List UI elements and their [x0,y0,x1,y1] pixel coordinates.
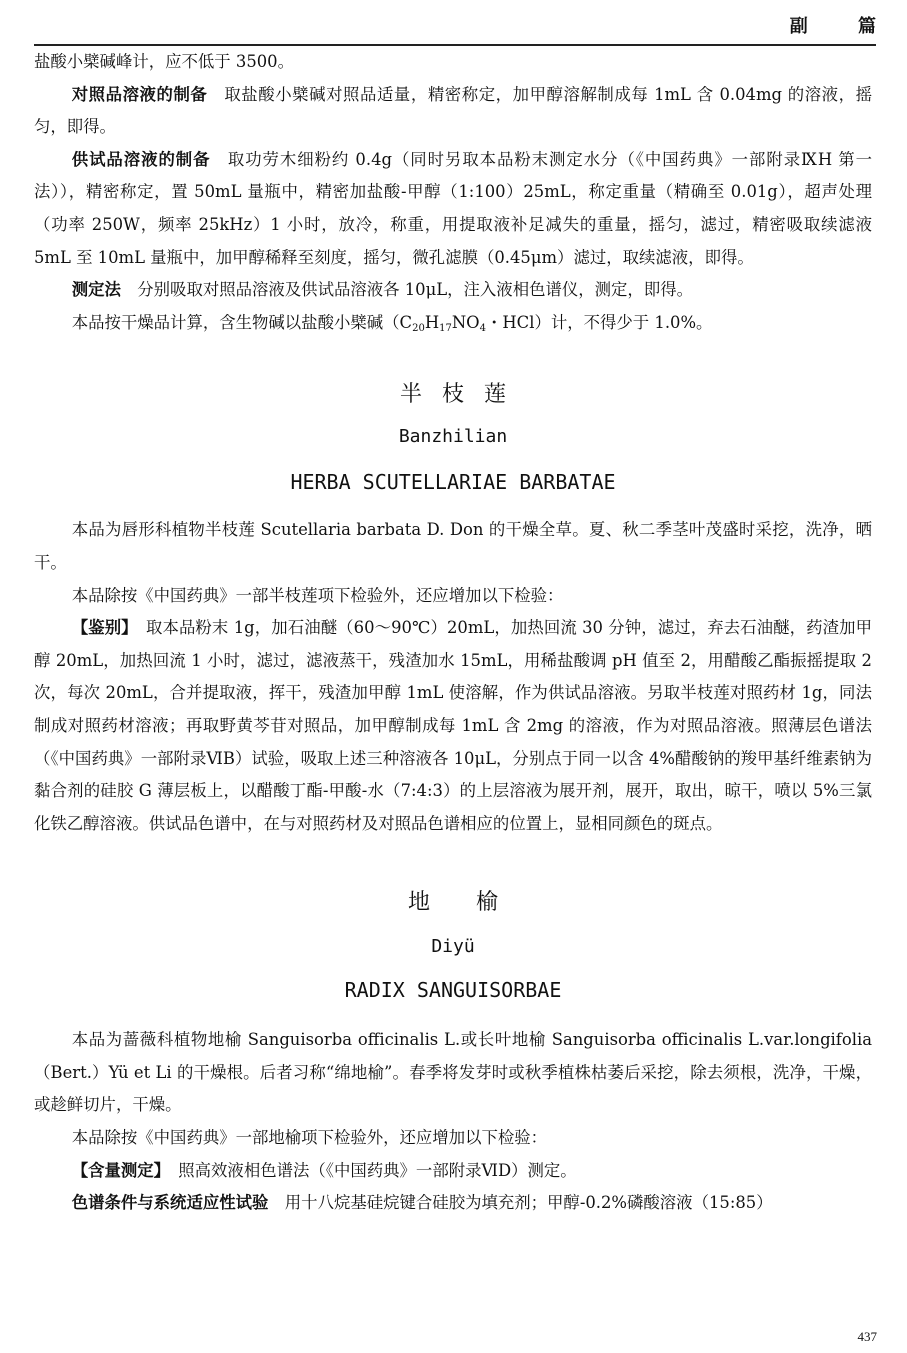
paragraph-heading: 对照品溶液的制备 [71,84,208,104]
text: 照高效液相色谱法（《中国药典》一部附录ⅥD）测定。 [161,1160,577,1180]
text: ・HCl）计，不得少于 1.0%。 [486,312,713,332]
paragraph [34,307,872,346]
text: NO [451,312,480,332]
paragraph [34,144,872,274]
monograph-title-pinyin: Banzhilian [398,426,508,448]
monograph-title-latin: RADIX SANGUISORBAE [344,978,562,1003]
text: 本品除按《中国药典》一部地榆项下检验外，还应增加以下检验： [71,1128,548,1148]
subscript: 20 [412,322,425,334]
paragraph-heading: 【鉴别】 [71,618,130,638]
text: 本品按干燥品计算，含生物碱以盐酸小檗碱（C [71,312,413,332]
text: 取功劳木细粉约 0.4g（同时另取本品粉末测定水分（《中国药典》一部附录ⅨH 第一法）），精密称定，置 50mL 量瓶中，精密加盐酸-甲醇（1:100）25mL，称定重量（精确至 0.01g），超声处理（功率 250W，频率 25kHz）1 小时，放冷，称重，用提取液补足减失的重量，摇匀，滤过，精密吸取续滤液 5mL 至 10mL 量瓶中，加甲醇稀释至刻度，摇匀，微孔滤膜（0.45μm）滤过，取续滤液，即得。 [34,149,873,267]
subscript: 17 [439,322,452,334]
page-number: 437 [857,1329,877,1344]
paragraph-heading: 供试品溶液的制备 [71,149,211,169]
text: 取盐酸小檗碱对照品适量，精密称定，加甲醇溶解制成每 1mL 含 0.04mg 的溶液，摇匀，即得。 [34,84,872,137]
text: 取本品粉末 1g，加石油醚（60～90℃）20mL，加热回流 30 分钟，滤过，弃去石油醚，药渣加甲醇 20mL，加热回流 1 小时，滤过，滤液蒸干，残渣加水 15mL，用稀盐酸调 pH 值至 2，用醋酸乙酯振摇提取 2 次，每次 20mL，合并提取液，挥干，残渣加甲醇 1mL 使溶解，作为供试品溶液。另取半枝莲对照药材 1g，同法制成对照药材溶液；再取野黄芩苷对照品，加甲醇制成每 1mL 含 2mg 的溶液，作为对照品溶液。照薄层色谱法（《中国药典》一部附录ⅥB）试验，吸取上述三种溶液各 10μL，分别点于同一以含 4%醋酸钠的羧甲基纤维素钠为黏合剂的硅胶 G 薄层板上，以醋酸丁酯-甲酸-水（7:4:3）的上层溶液为展开剂，展开，取出，晾干，喷以 5%三氯化铁乙醇溶液。供试品色谱中，在与对照药材及对照品色谱相应的位置上，显相同颜色的斑点。 [34,618,872,833]
paragraph [34,580,872,613]
text: 用十八烷基硅烷键合硅胶为填充剂；甲醇-0.2%磷酸溶液（15:85） [268,1193,773,1213]
paragraph-heading: 测定法 [71,280,121,300]
text: 分别吸取对照品溶液及供试品溶液各 10μL，注入液相色谱仪，测定，即得。 [120,280,693,300]
paragraph [34,1024,872,1122]
paragraph [34,274,872,307]
monograph-title-pinyin: Diyü [431,936,475,958]
text: 盐酸小檗碱峰计，应不低于 3500。 [34,52,295,71]
text: 本品为唇形科植物半枝莲 Scutellaria barbata D. Don 的干燥全草。夏、秋二季茎叶茂盛时采挖，洗净，晒干。 [34,520,872,572]
paragraph [34,612,872,840]
running-header [34,0,898,46]
monograph-title-latin: HERBA SCUTELLARIAE BARBATAE [290,470,616,495]
paragraph [34,514,872,579]
paragraph [34,1155,872,1188]
paragraph [34,46,872,79]
monograph-title-chinese: 地榆 [407,890,544,916]
monograph-title-chinese: 半枝莲 [399,382,526,408]
paragraph-heading: 色谱条件与系统适应性试验 [71,1193,269,1213]
section-label: 副 篇 [789,16,898,37]
text: H [424,312,440,332]
paragraph-heading: 【含量测定】 [71,1160,162,1180]
subscript: 4 [479,322,486,334]
paragraph [34,1187,872,1220]
paragraph [34,79,872,144]
text: 本品除按《中国药典》一部半枝莲项下检验外，还应增加以下检验： [71,585,564,605]
page-body [34,44,872,1220]
text: 本品为蔷薇科植物地榆 Sanguisorba officinalis L.或长叶地榆 Sanguisorba officinalis L.var.longifolia（Bert.）Yü et Li 的干燥根。后者习称“绵地榆”。春季将发芽时或秋季植株枯萎后采挖，除去须根，洗净，干燥，或趁鲜切片，干燥。 [34,1030,872,1115]
paragraph [34,1122,872,1155]
